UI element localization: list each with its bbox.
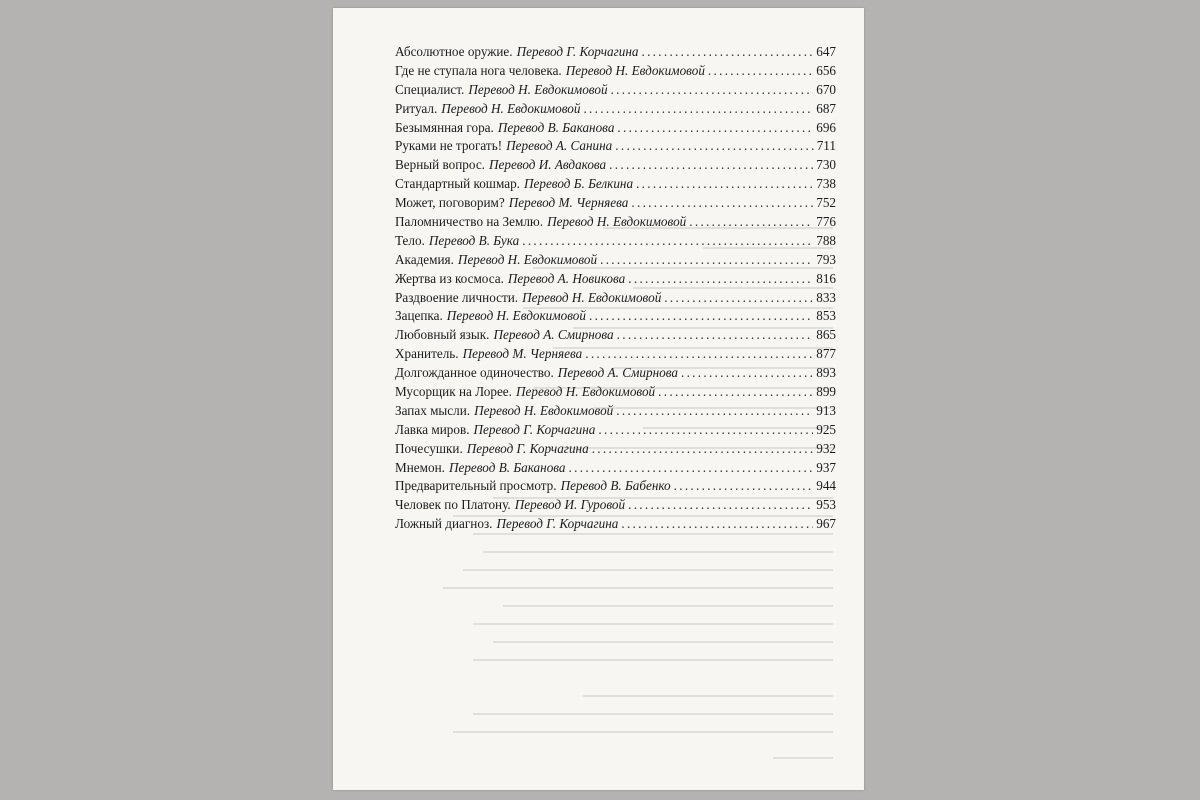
translator-credit: Перевод И. Гуровой [514,497,626,513]
show-through-line [373,688,833,702]
translator-credit: Перевод А. Санина [506,138,613,154]
toc-entry [395,441,836,460]
show-through-line [373,616,833,630]
leader-dots [628,271,813,287]
toc-entry [395,497,836,516]
page-number: 730 [816,157,836,173]
translator-credit: Перевод Н. Евдокимовой [515,384,656,400]
page-number: 893 [816,365,836,381]
story-title: Долгожданное одиночество. [395,365,554,381]
page-number: 656 [816,62,836,78]
story-title: Может, поговорим? [395,195,505,211]
translator-credit: Перевод В. Бабенко [560,478,671,494]
page-number: 776 [816,214,836,230]
toc-entry [395,120,836,139]
story-title: Ложный диагноз. [395,516,493,532]
translator-credit: Перевод Н. Евдокимовой [474,402,614,418]
toc-entry [395,63,836,82]
toc-entry [395,157,836,176]
translator-credit: Перевод В. Баканова [497,119,615,135]
translator-credit: Перевод Б. Белкина [523,176,634,192]
page-number: 953 [816,497,836,513]
toc-entry [395,176,836,195]
show-through-line [373,634,833,648]
page-number: 696 [816,119,836,135]
show-through-line [373,598,833,612]
page-number: 687 [816,100,836,116]
leader-dots [609,157,813,173]
leader-dots [598,422,813,438]
story-title: Жертва из космоса. [395,270,504,286]
page-number: 944 [816,478,836,494]
translator-credit: Перевод Г. Корчагина [473,421,596,437]
translator-credit: Перевод М. Черняева [508,195,629,211]
toc-entry [395,252,836,271]
story-title: Лавка миров. [395,421,470,437]
show-through-stroke [503,605,833,607]
toc-entry [395,365,836,384]
toc-entry [395,290,836,309]
story-title: Человек по Платону. [395,497,511,513]
page-number: 925 [816,421,836,437]
translator-credit: Перевод Н. Евдокимовой [441,100,581,116]
leader-dots [585,346,813,362]
show-through-stroke [443,587,833,589]
show-through-line [373,652,833,666]
story-title: Абсолютное оружие. [395,44,513,59]
leader-dots [611,82,814,98]
leader-dots [615,138,813,154]
toc-entry [395,44,836,63]
toc-entry [395,422,836,441]
story-title: Мусорщик на Лорее. [395,384,512,400]
translator-credit: Перевод А. Смирнова [557,365,678,381]
leader-dots [583,101,813,117]
toc-entry [395,195,836,214]
story-title: Верный вопрос. [395,157,485,173]
toc-entry [395,403,836,422]
toc-entry [395,271,836,290]
show-through-stroke [473,659,833,661]
toc-entry [395,460,836,479]
translator-credit: Перевод Н. Евдокимовой [522,289,662,305]
leader-dots [674,478,814,494]
page-number: 647 [816,44,836,59]
page-number: 793 [816,251,836,267]
story-title: Мнемон. [395,459,445,475]
translator-credit: Перевод Г. Корчагина [496,516,619,532]
leader-dots [641,44,813,60]
leader-dots [658,384,813,400]
show-through-stroke [473,623,833,625]
toc-entry [395,214,836,233]
translator-credit: Перевод Н. Евдокимовой [446,308,586,324]
story-title: Хранитель. [395,346,459,362]
leader-dots [617,120,813,136]
show-through-line [373,750,833,764]
show-through-line [373,562,833,576]
leader-dots [616,403,813,419]
leader-dots [708,63,813,79]
story-title: Раздвоение личности. [395,289,519,305]
table-of-contents [395,44,836,535]
translator-credit: Перевод М. Черняева [462,346,583,362]
page-number: 816 [816,270,836,286]
toc-entry [395,138,836,157]
leader-dots [689,214,813,230]
translator-credit: Перевод Н. Евдокимовой [565,62,705,78]
page-number: 752 [816,195,836,211]
page-number: 670 [816,81,836,97]
story-title: Академия. [395,251,454,267]
leader-dots [569,460,814,476]
translator-credit: Перевод Н. Евдокимовой [547,214,687,230]
show-through-stroke [493,641,833,643]
leader-dots [617,327,814,343]
page-number: 877 [816,346,836,362]
leader-dots [636,176,813,192]
story-title: Безымянная гора. [395,119,494,135]
page-number: 899 [816,384,836,400]
story-title: Где не ступала нога человека. [395,62,562,78]
story-title: Стандартный кошмар. [395,176,520,192]
story-title: Руками не трогать! [395,138,503,154]
page-number: 853 [816,308,836,324]
page-number: 711 [816,138,836,154]
leader-dots [664,290,813,306]
page-number: 833 [816,289,836,305]
story-title: Предварительный просмотр. [395,478,557,494]
translator-credit: Перевод Г. Корчагина [466,440,589,456]
show-through-stroke [463,569,833,571]
story-title: Почесушки. [395,440,463,456]
translator-credit: Перевод Н. Евдокимовой [468,81,608,97]
page-number: 913 [816,402,836,418]
translator-credit: Перевод И. Авдакова [488,157,607,173]
story-title: Зацепка. [395,308,443,324]
leader-dots [631,195,813,211]
story-title: Паломничество на Землю. [395,214,544,230]
toc-entry [395,516,836,535]
show-through-line [373,724,833,738]
leader-dots [589,308,813,324]
leader-dots [522,233,813,249]
toc-entry [395,308,836,327]
page-number: 865 [816,327,836,343]
translator-credit: Перевод А. Смирнова [493,327,614,343]
story-title: Специалист. [395,81,465,97]
book-page [333,8,864,790]
translator-credit: Перевод В. Баканова [448,459,566,475]
leader-dots [592,441,814,457]
story-title: Любовный язык. [395,327,490,343]
show-through-stroke [583,695,833,697]
translator-credit: Перевод Г. Корчагина [516,44,639,59]
story-title: Ритуал. [395,100,438,116]
show-through-line [373,544,833,558]
toc-entry [395,101,836,120]
toc-entry [395,82,836,101]
toc-entry [395,478,836,497]
show-through-stroke [473,713,833,715]
page-number: 788 [816,232,836,248]
toc-entry [395,346,836,365]
page-number: 738 [816,176,836,192]
page-number: 967 [816,516,836,532]
translator-credit: Перевод А. Новикова [507,270,626,286]
page-number: 937 [816,459,836,475]
leader-dots [681,365,813,381]
leader-dots [621,516,813,532]
leader-dots [600,252,813,268]
translator-credit: Перевод Н. Евдокимовой [457,251,598,267]
show-through-stroke [773,757,833,759]
translator-credit: Перевод В. Бука [428,232,520,248]
toc-entry [395,233,836,252]
show-through-line [373,580,833,594]
page-number: 932 [816,440,836,456]
story-title: Тело. [395,232,425,248]
leader-dots [628,497,813,513]
show-through-stroke [483,551,833,553]
story-title: Запах мысли. [395,402,471,418]
show-through-line [373,706,833,720]
toc-entry [395,327,836,346]
show-through-stroke [453,731,833,733]
toc-entry [395,384,836,403]
